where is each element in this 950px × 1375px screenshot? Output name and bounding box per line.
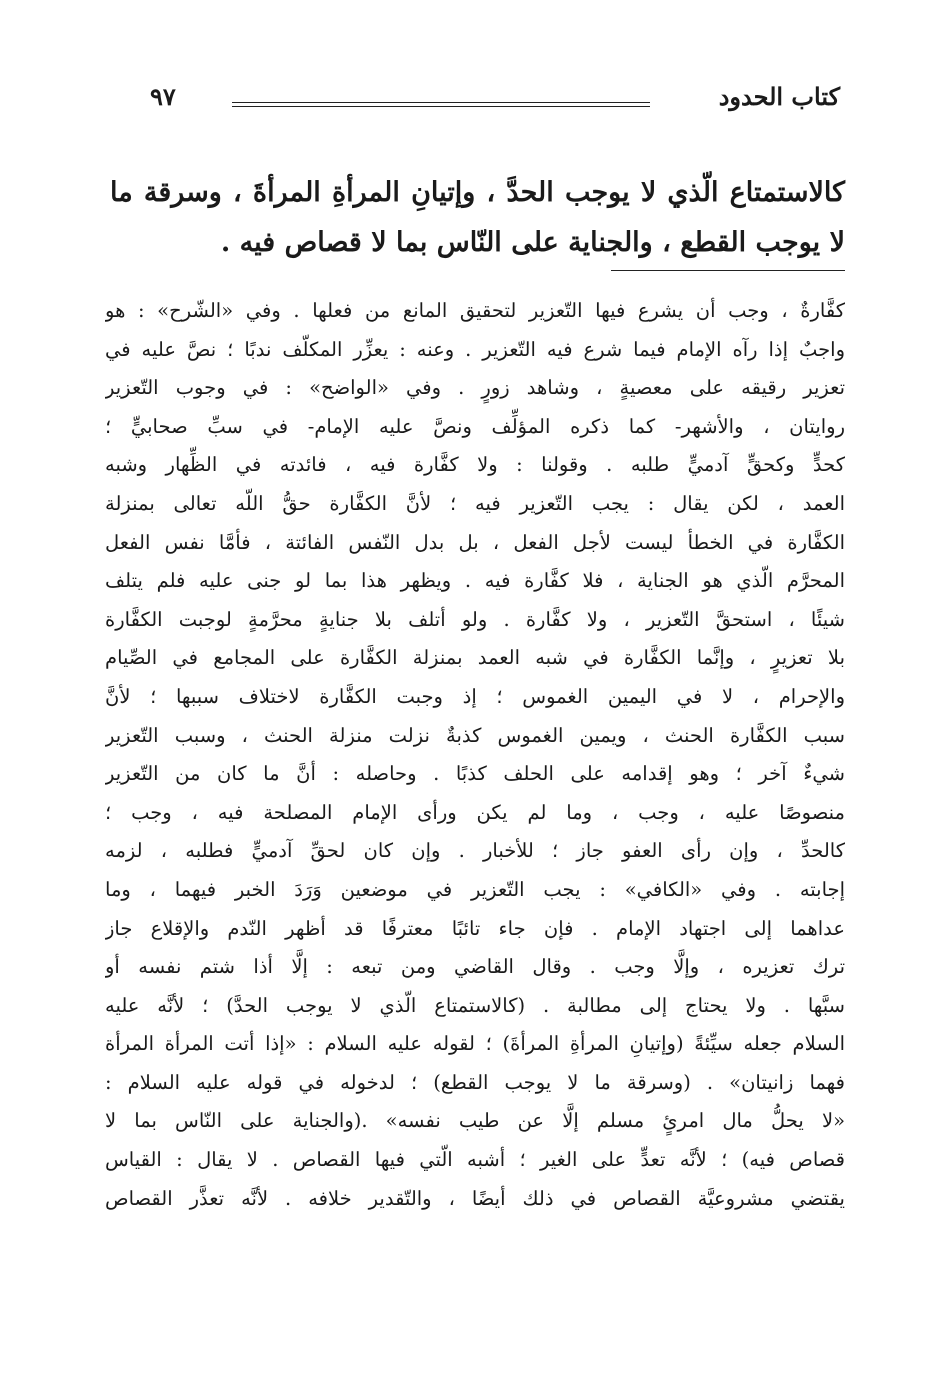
commentary-line: كفَّارةٌ ، وجب أن يشرع فيها التّعزير لتحقيق المانع من فعلها . وفي «الشّرح» : هو	[105, 299, 845, 322]
commentary-line: يقتضي مشروعيَّة القصاص في ذلك أيضًا ، والتّقدير خلافه . لأنَّه تعذَّر القصاص	[105, 1186, 845, 1210]
commentary-line: السلام جعله سيِّئةً (وإتيانِ المرأةِ المرأةَ) ؛ لقوله عليه السلام : «إذا أتت المرأة المرأة	[105, 1032, 845, 1056]
matn-divider	[611, 270, 845, 271]
page-number: ٩٧	[150, 82, 176, 111]
commentary-line: كالحدِّ ، وإن رأى العفو جاز ؛ للأخبار . وإن كان لحقِّ آدميٍّ فطلبه ، لزمه	[105, 839, 845, 863]
header-rule	[232, 102, 650, 107]
commentary-line: «لا يحلُّ مال امرئٍ مسلم إلَّا عن طيب نفسه» .(والجناية على النّاس بما لا	[105, 1109, 845, 1133]
commentary-line: عداهما إلى اجتهاد الإمام . فإن جاء تائبًا معترفًا قد أظهر النّدم والإقلاع جاز	[105, 916, 845, 940]
commentary-line: العمد ، لكن يقال : يجب التّعزير فيه ؛ لأنَّ الكفَّارة حقُّ اللّه تعالى بمنزلة	[105, 491, 845, 515]
commentary-line: بلا تعزيرٍ ، وإنَّما الكفَّارة في شبه العمد بمنزلة الكفَّارة على المجامع في الصِّيام	[105, 646, 845, 670]
commentary-line: شيءٌ آخر ؛ وهو إقدامه على الحلف كذبًا . وحاصله : أنَّ ما كان من التّعزير	[105, 762, 845, 786]
commentary-line: سبَّها . ولا يحتاج إلى مطالبة . (كالاستمتاع الّذي لا يوجب الحدَّ) ؛ لأنَّه عليه	[105, 993, 845, 1017]
commentary-line: إجابته . وفي «الكافي» : يجب التّعزير في موضعين وَرَدَ الخبر فيهما ، وما	[105, 877, 845, 901]
commentary	[105, 292, 845, 1218]
commentary-line: كحدٍّ وكحقٍّ آدميٍّ طلبه . وقولنا : ولا كفَّارة فيه ، فائدته في الظِّهار وشبه	[105, 453, 845, 477]
matn-text: كالاستمتاع الّذي لا يوجب الحدَّ ، وإتيانِ المرأةِ المرأةَ ، وسرقة ما لا يوجب القطع ، والجناية على النّاس بما لا قصاص فيه .	[110, 177, 845, 258]
commentary-line: قصاص فيه) ؛ لأنَّه تعدٍّ على الغير ؛ أشبه الّتي فيها القصاص . لا يقال : القياس	[105, 1148, 845, 1172]
commentary-line: الكفَّارة في الخطأ ليست لأجل الفعل ، بل بدل النّفس الفائتة ، فأمَّا نفس الفعل	[105, 530, 845, 554]
commentary-line: واجبٌ إذا رآه الإمام فيما شرع فيه التّعزير . وعنه : يعزِّر المكلّف ندبًا ؛ نصَّ عليه في	[105, 337, 845, 361]
commentary-line: منصوصًا عليه ، وجب ، وما لم يكن ورأى الإمام المصلحة فيه ، وجب ؛	[105, 800, 845, 824]
running-header	[150, 82, 840, 122]
commentary-line: ترك تعزيره ، وإلَّا وجب . وقال القاضي ومن تبعه : إلَّا أذا شتم نفسه أو	[105, 955, 845, 979]
commentary-line: فهما زانيتان» . (وسرقة ما لا يوجب القطع) ؛ لدخوله في قوله عليه السلام :	[105, 1070, 845, 1094]
commentary-line: روايتان ، والأشهر- كما ذكره المؤلِّف ونصَّ عليه الإمام- في سبِّ صحابيٍّ ؛	[105, 414, 845, 438]
commentary-line: والإحرام ، لا في اليمين الغموس ؛ إذ وجبت الكفَّارة لاختلاف سببها ؛ لأنَّ	[105, 684, 845, 708]
commentary-line: تعزير رقيقه على معصيةٍ ، وشاهد زورٍ . وفي «الواضح» : في وجوب التّعزير	[105, 376, 845, 400]
commentary-line: سبب الكفَّارة الحنث ، ويمين الغموس كذبةٌ نزلت منزلة الحنث ، وسبب التّعزير	[105, 723, 845, 747]
commentary-line: المحرَّم الّذي هو الجناية ، فلا كفَّارة فيه . ويظهر هذا بما لو جنى عليه فلم يتلف	[105, 569, 845, 593]
commentary-line: شيئًا ، استحقَّ التّعزير ، ولا كفَّارة . ولو أتلف بلا جنايةٍ محرَّمةٍ لوجبت الكفَّارة	[105, 607, 845, 631]
book-title: كتاب الحدود	[718, 82, 840, 111]
